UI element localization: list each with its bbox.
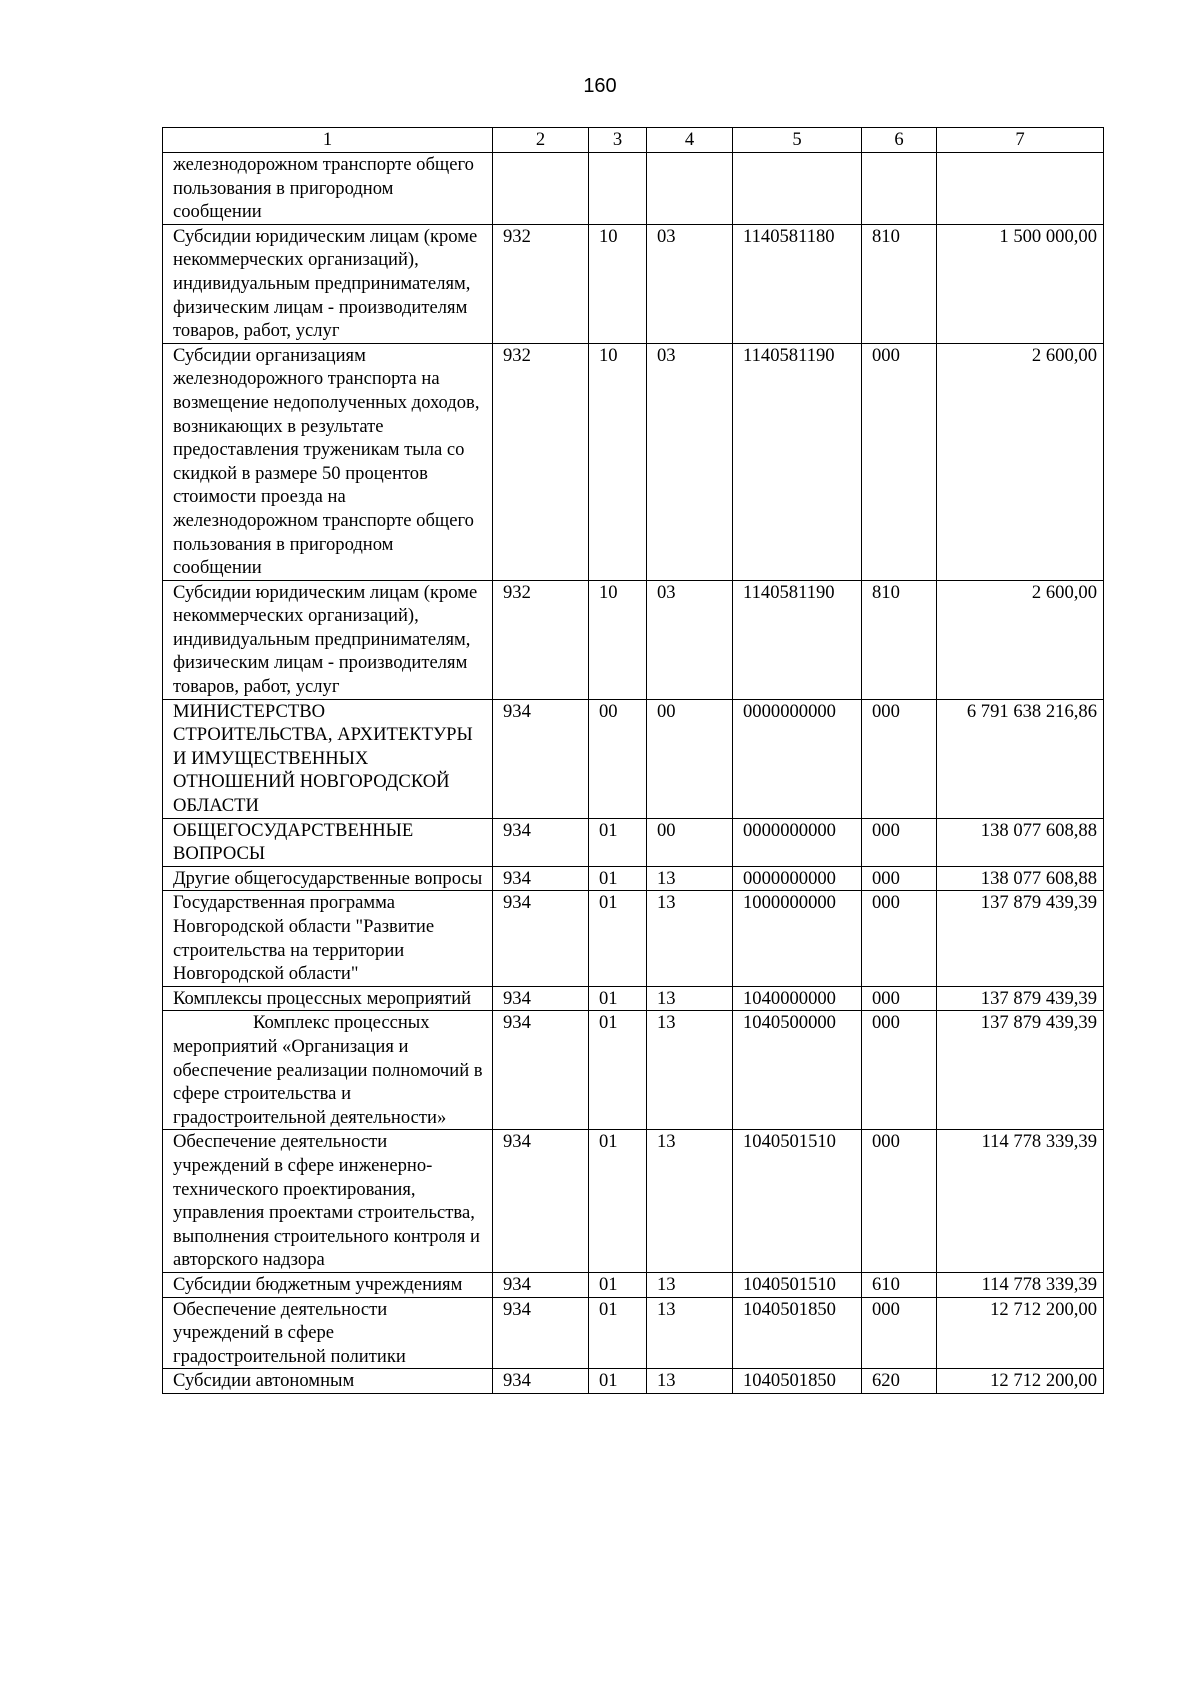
column-header: 5 [733,128,862,153]
grbs-code-cell: 934 [493,1369,589,1394]
table-row [163,1130,1104,1273]
grbs-code-cell: 934 [493,866,589,891]
amount-cell: 138 077 608,88 [937,818,1104,866]
section-code-cell: 01 [589,1011,647,1130]
item-name-cell: Субсидии автономным [163,1369,493,1394]
target-article-cell: 1000000000 [733,891,862,986]
grbs-code-cell: 932 [493,343,589,580]
item-name-cell: Обеспечение деятельности учреждений в сфере инженерно-технического проектирования, управления проектами строительства, выполнения строительного контроля и авторского надзора [163,1130,493,1273]
subsection-code-cell: 13 [647,1272,733,1297]
table-row [163,1272,1104,1297]
subsection-code-cell: 13 [647,986,733,1011]
subsection-code-cell: 03 [647,580,733,699]
expense-type-cell: 000 [862,818,937,866]
subsection-code-cell: 13 [647,1130,733,1273]
section-code-cell: 00 [589,699,647,818]
table-row [163,153,1104,225]
table-row [163,343,1104,580]
expense-type-cell [862,153,937,225]
item-name-cell: Субсидии бюджетным учреждениям [163,1272,493,1297]
amount-cell: 137 879 439,39 [937,1011,1104,1130]
amount-cell: 2 600,00 [937,343,1104,580]
target-article-cell: 1040501510 [733,1130,862,1273]
grbs-code-cell: 934 [493,1130,589,1273]
column-header: 3 [589,128,647,153]
subsection-code-cell [647,153,733,225]
section-code-cell: 10 [589,224,647,343]
table-row [163,1011,1104,1130]
section-code-cell: 01 [589,1272,647,1297]
section-code-cell: 01 [589,986,647,1011]
item-name-cell: железнодорожном транспорте общего пользования в пригородном сообщении [163,153,493,225]
column-header: 2 [493,128,589,153]
target-article-cell: 1040000000 [733,986,862,1011]
expense-type-cell: 000 [862,699,937,818]
expense-type-cell: 610 [862,1272,937,1297]
page-number: 160 [583,75,617,97]
subsection-code-cell: 00 [647,699,733,818]
expense-type-cell: 000 [862,1130,937,1273]
budget-table [162,127,1104,1394]
item-name-cell: ОБЩЕГОСУДАРСТВЕННЫЕ ВОПРОСЫ [163,818,493,866]
expense-type-cell: 000 [862,891,937,986]
amount-cell: 138 077 608,88 [937,866,1104,891]
grbs-code-cell: 934 [493,818,589,866]
amount-cell: 114 778 339,39 [937,1272,1104,1297]
item-name-cell: Субсидии юридическим лицам (кроме некоммерческих организаций), индивидуальным предпринимателям, физическим лицам - производителям товаров, работ, услуг [163,224,493,343]
table-row [163,580,1104,699]
grbs-code-cell: 932 [493,224,589,343]
item-name-cell: Субсидии юридическим лицам (кроме некоммерческих организаций), индивидуальным предпринимателям, физическим лицам - производителям товаров, работ, услуг [163,580,493,699]
subsection-code-cell: 13 [647,1011,733,1130]
item-name-cell: Комплексы процессных мероприятий [163,986,493,1011]
expense-type-cell: 000 [862,866,937,891]
section-code-cell: 01 [589,866,647,891]
target-article-cell: 1040501510 [733,1272,862,1297]
subsection-code-cell: 03 [647,224,733,343]
table-row [163,699,1104,818]
expense-type-cell: 000 [862,986,937,1011]
table-row [163,1369,1104,1394]
item-name-cell: Субсидии организациям железнодорожного транспорта на возмещение недополученных доходов, возникающих в результате предоставления труженикам тыла со скидкой в размере 50 процентов стоимости проезда на железнодорожном транспорте общего пользования в пригородном сообщении [163,343,493,580]
table-row [163,891,1104,986]
target-article-cell: 1140581190 [733,580,862,699]
target-article-cell: 0000000000 [733,866,862,891]
subsection-code-cell: 13 [647,1369,733,1394]
expense-type-cell: 000 [862,343,937,580]
grbs-code-cell [493,153,589,225]
target-article-cell: 1040500000 [733,1011,862,1130]
column-header: 1 [163,128,493,153]
grbs-code-cell: 934 [493,986,589,1011]
amount-cell: 12 712 200,00 [937,1369,1104,1394]
table-row [163,866,1104,891]
amount-cell: 137 879 439,39 [937,986,1104,1011]
amount-cell [937,153,1104,225]
table-row [163,1297,1104,1369]
section-code-cell: 01 [589,891,647,986]
target-article-cell: 0000000000 [733,818,862,866]
item-name-cell: Другие общегосударственные вопросы [163,866,493,891]
target-article-cell [733,153,862,225]
table-row [163,818,1104,866]
section-code-cell: 01 [589,1297,647,1369]
grbs-code-cell: 934 [493,699,589,818]
column-header: 4 [647,128,733,153]
amount-cell: 6 791 638 216,86 [937,699,1104,818]
amount-cell: 2 600,00 [937,580,1104,699]
section-code-cell: 01 [589,1369,647,1394]
grbs-code-cell: 934 [493,1297,589,1369]
amount-cell: 114 778 339,39 [937,1130,1104,1273]
grbs-code-cell: 932 [493,580,589,699]
subsection-code-cell: 13 [647,866,733,891]
item-name-cell: Государственная программа Новгородской области "Развитие строительства на территории Новгородской области" [163,891,493,986]
column-number-row [163,128,1104,153]
expense-type-cell: 000 [862,1297,937,1369]
grbs-code-cell: 934 [493,891,589,986]
target-article-cell: 0000000000 [733,699,862,818]
target-article-cell: 1040501850 [733,1297,862,1369]
target-article-cell: 1140581180 [733,224,862,343]
subsection-code-cell: 13 [647,1297,733,1369]
amount-cell: 1 500 000,00 [937,224,1104,343]
grbs-code-cell: 934 [493,1272,589,1297]
section-code-cell: 10 [589,580,647,699]
section-code-cell: 10 [589,343,647,580]
amount-cell: 12 712 200,00 [937,1297,1104,1369]
table-row [163,224,1104,343]
table-row [163,986,1104,1011]
subsection-code-cell: 00 [647,818,733,866]
subsection-code-cell: 03 [647,343,733,580]
column-header: 7 [937,128,1104,153]
expense-type-cell: 810 [862,580,937,699]
item-name-cell: Обеспечение деятельности учреждений в сфере градостроительной политики [163,1297,493,1369]
item-name-cell: Комплекс процессных мероприятий «Организация и обеспечение реализации полномочий в сфере строительства и градостроительной деятельности» [163,1011,493,1130]
section-code-cell [589,153,647,225]
subsection-code-cell: 13 [647,891,733,986]
item-name-cell: МИНИСТЕРСТВО СТРОИТЕЛЬСТВА, АРХИТЕКТУРЫ И ИМУЩЕСТВЕННЫХ ОТНОШЕНИЙ НОВГОРОДСКОЙ ОБЛАСТИ [163,699,493,818]
expense-type-cell: 810 [862,224,937,343]
column-header: 6 [862,128,937,153]
expense-type-cell: 000 [862,1011,937,1130]
section-code-cell: 01 [589,1130,647,1273]
section-code-cell: 01 [589,818,647,866]
expense-type-cell: 620 [862,1369,937,1394]
target-article-cell: 1140581190 [733,343,862,580]
amount-cell: 137 879 439,39 [937,891,1104,986]
grbs-code-cell: 934 [493,1011,589,1130]
target-article-cell: 1040501850 [733,1369,862,1394]
